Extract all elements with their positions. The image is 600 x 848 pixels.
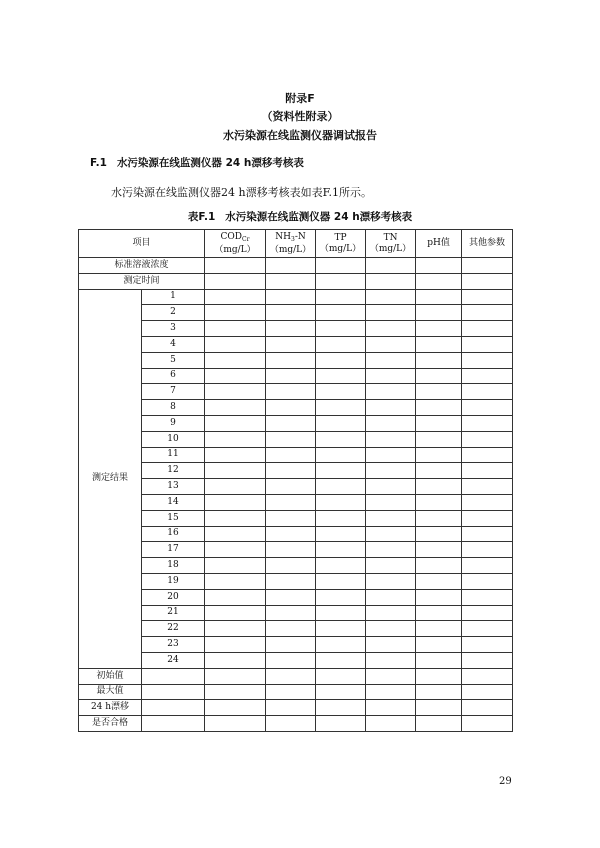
value-cell [142,684,205,700]
value-cell [316,621,366,637]
value-cell [266,637,316,653]
value-cell [205,510,266,526]
value-cell [366,652,416,668]
table-row [79,573,513,589]
value-cell [266,542,316,558]
value-cell [462,510,513,526]
value-cell [416,431,462,447]
value-cell [462,400,513,416]
appendix-title: 水污染源在线监测仪器调试报告 [223,129,377,142]
table-row [79,400,513,416]
value-cell [416,526,462,542]
value-cell [205,336,266,352]
measurement-number: 18 [142,558,205,574]
row-label-standard: 标准溶液浓度 [79,258,205,274]
value-cell [416,352,462,368]
header-row [79,230,513,258]
table-caption-title: 水污染源在线监测仪器 24 h漂移考核表 [225,211,413,223]
header-item: 项目 [79,230,205,258]
value-cell [205,684,266,700]
value-cell [366,526,416,542]
value-cell [462,463,513,479]
value-cell [266,384,316,400]
table-row [79,605,513,621]
table-row [79,716,513,732]
value-cell [462,321,513,337]
value-cell [416,463,462,479]
value-cell [366,463,416,479]
value-cell [266,289,316,305]
measurement-number: 9 [142,415,205,431]
value-cell [366,321,416,337]
measurement-number: 20 [142,589,205,605]
value-cell [205,573,266,589]
value-cell [462,621,513,637]
value-cell [462,305,513,321]
value-cell [266,494,316,510]
table-row [79,510,513,526]
value-cell [266,431,316,447]
value-cell [205,289,266,305]
value-cell [316,352,366,368]
header-nh3n: $NH_3-N$ （mg/L） [266,230,316,258]
value-cell [316,415,366,431]
table-row [79,621,513,637]
value-cell [462,479,513,495]
value-cell [416,415,462,431]
measurement-number: 15 [142,510,205,526]
value-cell [416,336,462,352]
value-cell [205,716,266,732]
table-row [79,431,513,447]
value-cell [366,447,416,463]
table-row [79,652,513,668]
table-row [79,336,513,352]
value-cell [316,479,366,495]
table-row [79,637,513,653]
value-cell [316,573,366,589]
value-cell [266,415,316,431]
value-cell [205,368,266,384]
table-row [79,368,513,384]
value-cell [266,573,316,589]
value-cell [316,305,366,321]
value-cell [366,289,416,305]
value-cell [316,542,366,558]
drift-table [78,229,513,732]
value-cell [416,668,462,684]
section-heading [90,155,304,170]
value-cell [416,447,462,463]
header-other: 其他参数 [462,230,513,258]
value-cell [205,447,266,463]
value-cell [416,605,462,621]
value-cell [366,573,416,589]
measurement-number: 8 [142,400,205,416]
value-cell [266,400,316,416]
value-cell [462,668,513,684]
value-cell [205,494,266,510]
value-cell [416,589,462,605]
value-cell [205,668,266,684]
value-cell [416,637,462,653]
value-cell [266,336,316,352]
value-cell [316,605,366,621]
value-cell [316,384,366,400]
value-cell [416,305,462,321]
value-cell [205,637,266,653]
value-cell [366,621,416,637]
header-cod: $COD_{Cr}$ （mg/L） [205,230,266,258]
value-cell [266,526,316,542]
value-cell [266,368,316,384]
measurement-number: 19 [142,573,205,589]
value-cell [462,684,513,700]
table-row [79,258,513,274]
measurement-number: 17 [142,542,205,558]
value-cell [205,526,266,542]
value-cell [205,700,266,716]
value-cell [205,463,266,479]
measurement-number: 24 [142,652,205,668]
value-cell [416,542,462,558]
section-title: 水污染源在线监测仪器 24 h漂移考核表 [116,157,304,169]
value-cell [416,700,462,716]
value-cell [366,668,416,684]
value-cell [316,716,366,732]
page-number: 29 [499,776,512,787]
table-row [79,415,513,431]
value-cell [266,621,316,637]
value-cell [316,447,366,463]
table-caption [0,209,600,224]
value-cell [462,542,513,558]
value-cell [205,558,266,574]
value-cell [205,542,266,558]
measurement-number: 23 [142,637,205,653]
value-cell [462,494,513,510]
value-cell [462,368,513,384]
value-cell [366,558,416,574]
value-cell [205,352,266,368]
measurement-number: 13 [142,479,205,495]
value-cell [316,589,366,605]
value-cell [416,510,462,526]
value-cell [266,589,316,605]
measurement-number: 7 [142,384,205,400]
value-cell [366,415,416,431]
value-cell [316,558,366,574]
header-ph: pH值 [416,230,462,258]
section-number: F.1 [90,157,107,169]
value-cell [316,463,366,479]
value-cell [142,716,205,732]
value-cell [366,542,416,558]
value-cell [366,384,416,400]
table-caption-number: 表F.1 [187,211,216,223]
value-cell [266,352,316,368]
measurement-number: 14 [142,494,205,510]
table-row [79,542,513,558]
value-cell [316,321,366,337]
measurement-number: 12 [142,463,205,479]
value-cell [462,352,513,368]
value-cell [462,384,513,400]
value-cell [462,526,513,542]
value-cell [266,605,316,621]
value-cell [416,400,462,416]
table-row [79,463,513,479]
measurement-number: 5 [142,352,205,368]
value-cell [462,589,513,605]
value-cell [462,447,513,463]
measurement-number: 22 [142,621,205,637]
value-cell [205,415,266,431]
value-cell [416,573,462,589]
value-cell [462,652,513,668]
value-cell [462,716,513,732]
value-cell [416,684,462,700]
value-cell [266,716,316,732]
table-row [79,273,513,289]
table-row [79,447,513,463]
intro-paragraph: 水污染源在线监测仪器24 h漂移考核表如表F.1所示。 [111,186,372,199]
value-cell [462,336,513,352]
measurement-number: 11 [142,447,205,463]
value-cell [416,479,462,495]
table-row [79,684,513,700]
value-cell [266,305,316,321]
measurement-number: 4 [142,336,205,352]
value-cell [266,463,316,479]
value-cell [266,684,316,700]
value-cell [205,589,266,605]
value-cell [416,621,462,637]
row-label-summary: 24 h漂移 [79,700,142,716]
value-cell [462,289,513,305]
value-cell [366,368,416,384]
measurement-number: 16 [142,526,205,542]
value-cell [316,652,366,668]
value-cell [416,384,462,400]
table-row [79,494,513,510]
value-cell [462,605,513,621]
value-cell [416,494,462,510]
row-label-summary: 最大值 [79,684,142,700]
value-cell [316,336,366,352]
header-tn: TN （mg/L） [366,230,416,258]
row-label-summary: 初始值 [79,668,142,684]
value-cell [366,400,416,416]
value-cell [316,700,366,716]
header-tp: TP （mg/L） [316,230,366,258]
table-row [79,526,513,542]
table-row [79,558,513,574]
value-cell [316,684,366,700]
value-cell [266,700,316,716]
appendix-type: （资料性附录） [261,110,339,123]
value-cell [316,510,366,526]
value-cell [416,289,462,305]
value-cell [266,510,316,526]
value-cell [366,336,416,352]
value-cell [416,368,462,384]
row-label-result: 测定结果 [79,289,142,668]
value-cell [266,558,316,574]
value-cell [366,684,416,700]
value-cell [462,700,513,716]
value-cell [205,621,266,637]
value-cell [205,652,266,668]
value-cell [316,368,366,384]
value-cell [416,652,462,668]
value-cell [316,494,366,510]
table-row [79,352,513,368]
value-cell [316,431,366,447]
value-cell [266,321,316,337]
table-row [79,305,513,321]
value-cell [366,637,416,653]
table-row [79,589,513,605]
table-row [79,384,513,400]
value-cell [316,526,366,542]
table-row [79,479,513,495]
table-row [79,700,513,716]
measurement-number: 6 [142,368,205,384]
value-cell [142,700,205,716]
table-row [79,321,513,337]
value-cell [366,479,416,495]
value-cell [266,479,316,495]
row-label-summary: 是否合格 [79,716,142,732]
value-cell [205,605,266,621]
value-cell [205,305,266,321]
value-cell [266,447,316,463]
value-cell [142,668,205,684]
value-cell [366,510,416,526]
value-cell [366,605,416,621]
value-cell [366,352,416,368]
value-cell [366,431,416,447]
value-cell [266,652,316,668]
measurement-number: 10 [142,431,205,447]
value-cell [266,668,316,684]
table-row [79,289,513,305]
measurement-number: 2 [142,305,205,321]
table-row [79,668,513,684]
value-cell [366,589,416,605]
value-cell [416,716,462,732]
value-cell [205,479,266,495]
measurement-number: 21 [142,605,205,621]
value-cell [316,637,366,653]
value-cell [316,400,366,416]
value-cell [462,431,513,447]
value-cell [366,700,416,716]
row-label-time: 测定时间 [79,273,205,289]
value-cell [416,321,462,337]
appendix-label: 附录F [285,92,315,105]
value-cell [366,305,416,321]
value-cell [462,415,513,431]
value-cell [366,494,416,510]
value-cell [462,637,513,653]
value-cell [416,558,462,574]
value-cell [205,431,266,447]
value-cell [316,289,366,305]
value-cell [205,400,266,416]
value-cell [205,321,266,337]
measurement-number: 3 [142,321,205,337]
measurement-number: 1 [142,289,205,305]
value-cell [462,573,513,589]
value-cell [205,384,266,400]
value-cell [462,558,513,574]
value-cell [366,716,416,732]
value-cell [316,668,366,684]
